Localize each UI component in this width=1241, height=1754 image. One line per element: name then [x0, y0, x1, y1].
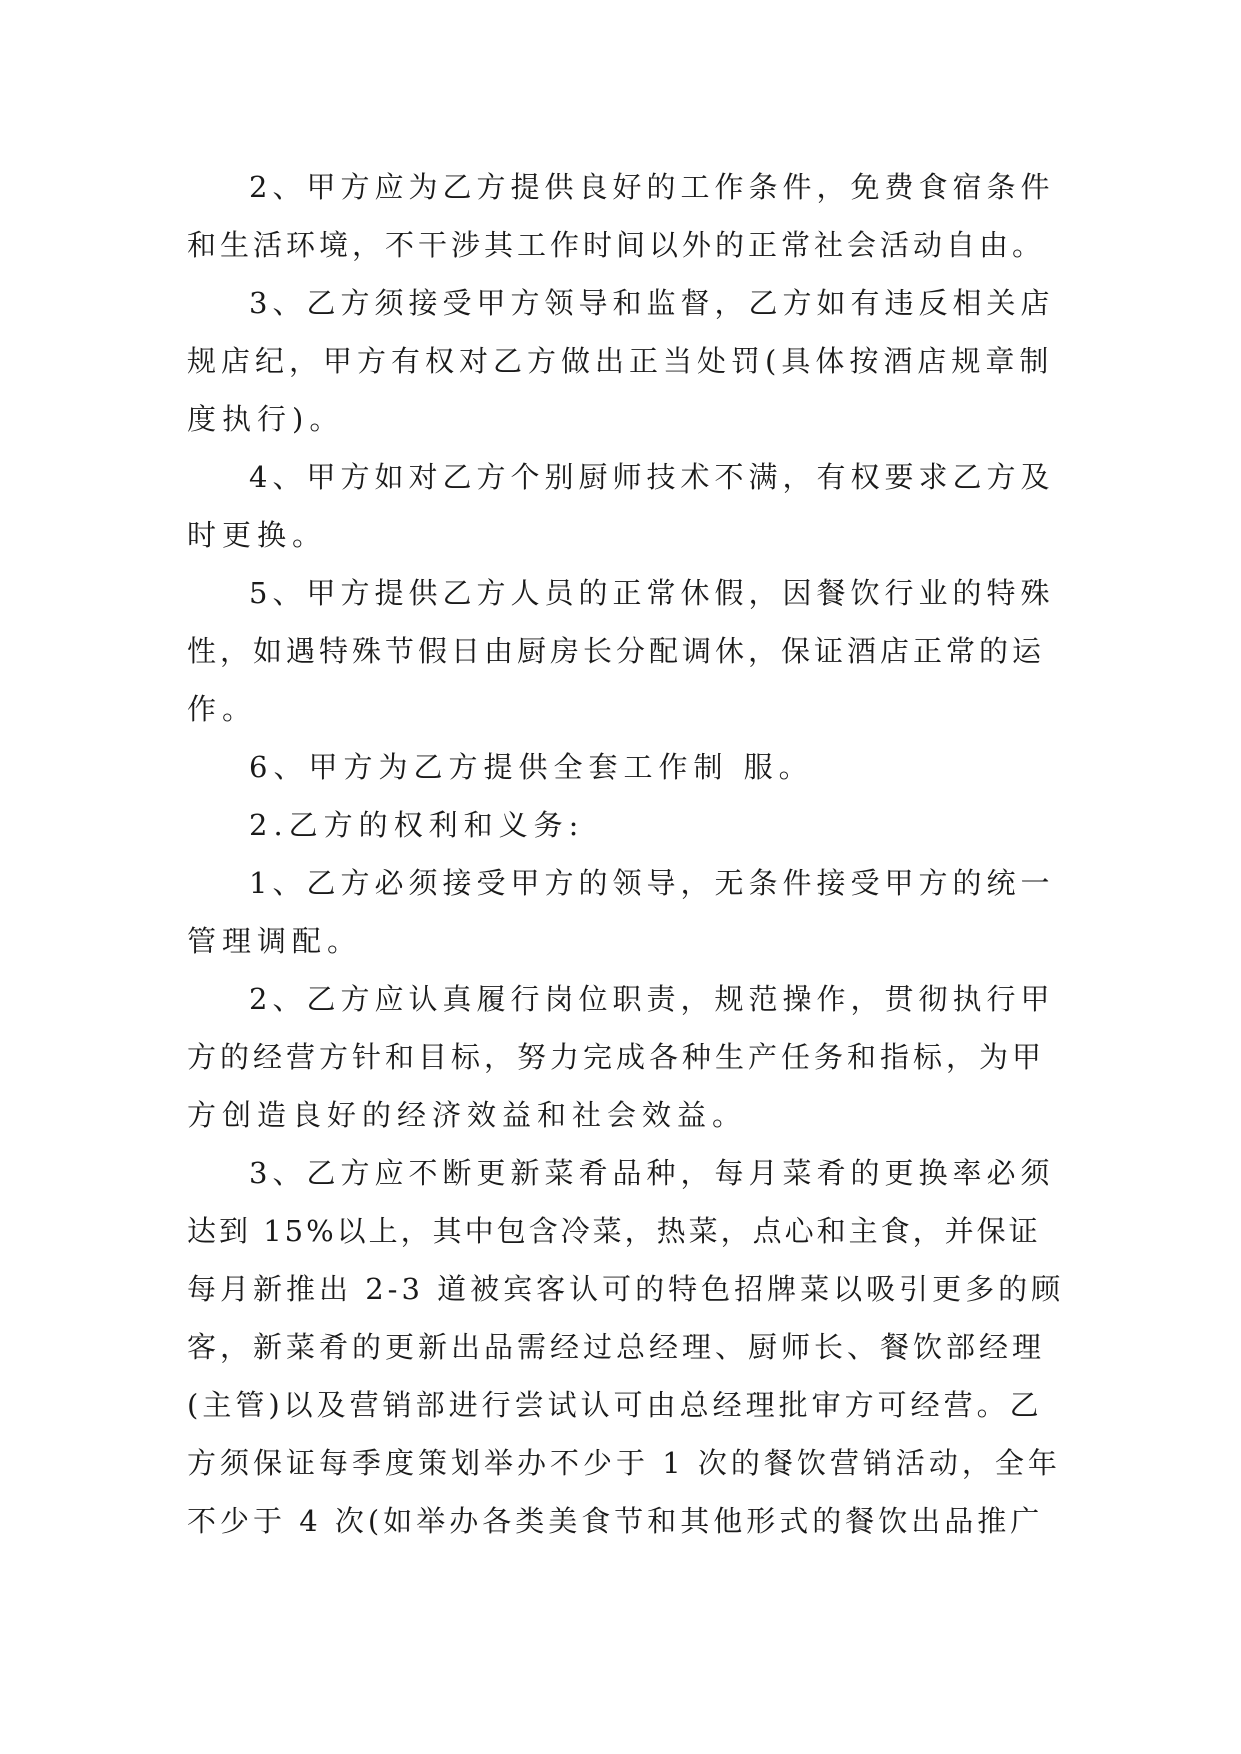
text-line: 达到 15%以上，其中包含冷菜，热菜，点心和主食，并保证	[187, 1214, 1041, 1248]
text-line: 2、乙方应认真履行岗位职责，规范操作，贯彻执行甲	[249, 982, 1055, 1016]
text-line: 方的经营方针和目标，努力完成各种生产任务和指标，为甲	[187, 1040, 1046, 1074]
text-line: 不少于 4 次(如举办各类美食节和其他形式的餐饮出品推广	[187, 1504, 1044, 1538]
document-body	[187, 158, 1067, 1550]
text-line: 方创造良好的经济效益和社会效益。	[187, 1098, 748, 1132]
text-line: (主管)以及营销部进行尝试认可由总经理批审方可经营。乙	[187, 1388, 1043, 1422]
text-line: 3、乙方须接受甲方领导和监督，乙方如有违反相关店	[249, 286, 1055, 320]
text-line: 客，新菜肴的更新出品需经过总经理、厨师长、餐饮部经理	[187, 1330, 1046, 1364]
text-line: 作。	[187, 692, 258, 726]
text-line: 每月新推出 2-3 道被宾客认可的特色招牌菜以吸引更多的顾	[187, 1272, 1065, 1306]
text-line: 管理调配。	[187, 924, 363, 958]
text-line: 和生活环境，不干涉其工作时间以外的正常社会活动自由。	[187, 228, 1046, 262]
text-line: 性，如遇特殊节假日由厨房长分配调休，保证酒店正常的运	[187, 634, 1046, 668]
text-line: 规店纪，甲方有权对乙方做出正当处罚(具体按酒店规章制	[187, 344, 1054, 378]
text-line: 5、甲方提供乙方人员的正常休假，因餐饮行业的特殊	[249, 576, 1055, 610]
text-line: 度执行)。	[187, 402, 345, 436]
text-line: 6、甲方为乙方提供全套工作制 服。	[249, 750, 814, 784]
text-line: 4、甲方如对乙方个别厨师技术不满，有权要求乙方及	[249, 460, 1055, 494]
text-line: 2、甲方应为乙方提供良好的工作条件，免费食宿条件	[249, 170, 1055, 204]
text-line: 方须保证每季度策划举办不少于 1 次的餐饮营销活动，全年	[187, 1446, 1061, 1480]
text-line: 时更换。	[187, 518, 328, 552]
text-line: 3、乙方应不断更新菜肴品种，每月菜肴的更换率必须	[249, 1156, 1055, 1190]
section-heading: 2.乙方的权利和义务:	[249, 808, 585, 842]
text-line: 1、乙方必须接受甲方的领导，无条件接受甲方的统一	[249, 866, 1055, 900]
